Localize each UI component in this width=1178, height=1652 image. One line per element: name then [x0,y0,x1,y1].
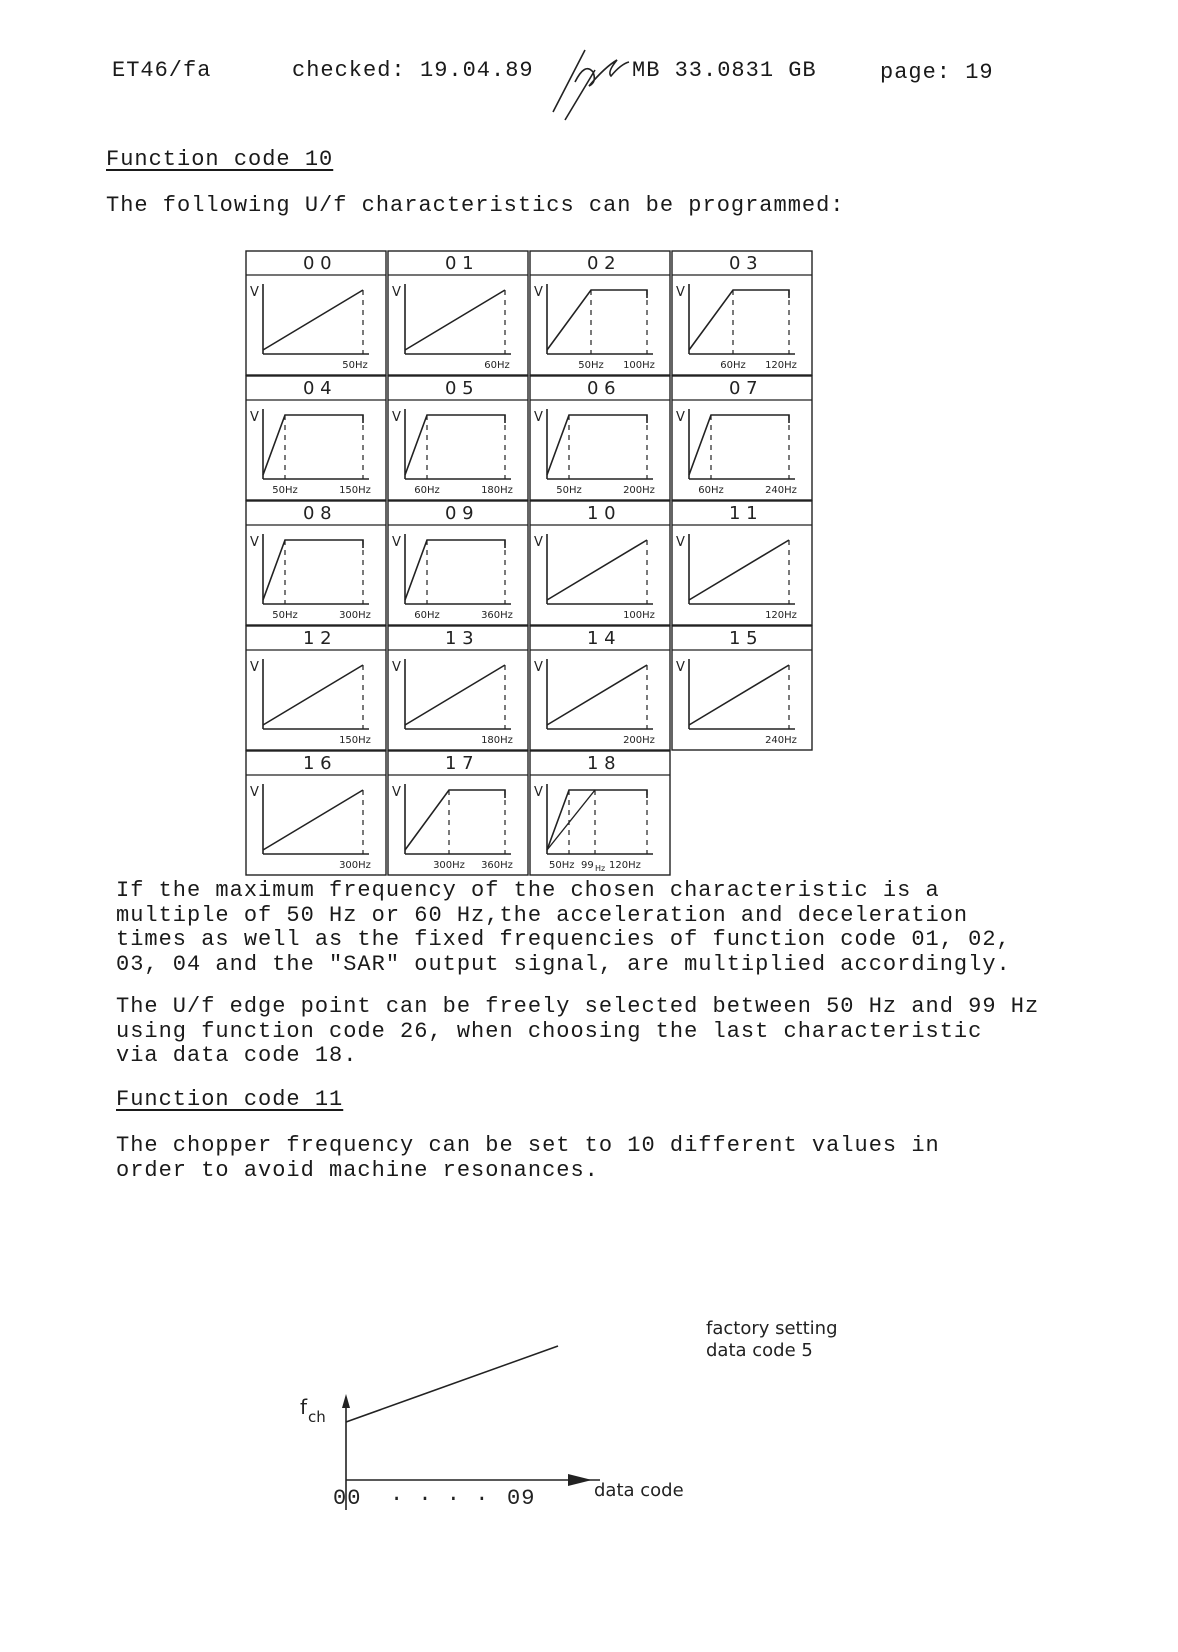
characteristic-curve [405,290,505,350]
v-axis-label: V [250,535,259,550]
characteristic-code: 1 3 [445,628,474,649]
edge-frequency-label: 60Hz [720,360,746,371]
fch-y-arrow-icon [342,1394,350,1408]
v-axis-label: V [534,535,543,550]
v-axis-label: V [392,660,401,675]
uf-characteristic-04 [245,375,395,505]
max-frequency-label: 360Hz [481,610,513,621]
uf-characteristic-11 [671,500,821,630]
characteristic-curve [405,790,505,850]
uf-characteristic-00 [245,250,395,380]
v-axis-label: V [392,785,401,800]
v-axis-label: V [676,410,685,425]
edge-frequency-label: 50Hz [549,860,575,871]
characteristic-curve [547,665,647,725]
v-axis-label: V [392,535,401,550]
variable-frequency-label: 99 [581,860,594,871]
v-axis-label: V [250,660,259,675]
edge-frequency-label: 60Hz [698,485,724,496]
characteristic-curve [689,665,789,725]
characteristic-code: 0 7 [729,378,758,399]
characteristic-curve [405,665,505,725]
header-checked-date: 19.04.89 [420,58,534,83]
max-frequency-label: 100Hz [623,360,655,371]
section-heading-fc10: Function code 10 [106,147,334,172]
v-axis-label: V [676,535,685,550]
characteristic-curve [689,415,789,475]
characteristic-code: 0 4 [303,378,332,399]
fch-note-line2: data code 5 [706,1340,813,1361]
v-axis-label: V [250,285,259,300]
edge-frequency-label: 300Hz [433,860,465,871]
max-frequency-label: 240Hz [765,735,797,746]
paragraph-multiplier: If the maximum frequency of the chosen characteristic is a multiple of 50 Hz or 60 Hz,the acceleration and deceleration times as well as the fixed frequencies of function code 01, 02, 03, 04 and the "SAR" output signal, are multiplied accordingly. [116,878,1011,977]
characteristic-curve-alt [547,790,595,850]
characteristic-curve [547,290,647,350]
max-frequency-label: 120Hz [609,860,641,871]
v-axis-label: V [250,785,259,800]
fch-x-end: 09 [507,1486,536,1511]
uf-characteristic-07 [671,375,821,505]
v-axis-label: V [676,660,685,675]
uf-characteristic-05 [387,375,537,505]
max-frequency-label: 300Hz [339,860,371,871]
characteristic-code: 1 1 [729,503,758,524]
paragraph-chopper: The chopper frequency can be set to 10 different values in order to avoid machine resonances. [116,1133,940,1183]
max-frequency-label: 100Hz [623,610,655,621]
characteristic-code: 0 2 [587,253,616,274]
v-axis-label: V [392,410,401,425]
signature-icon [545,42,635,122]
characteristic-curve [689,290,789,350]
edge-frequency-label: 50Hz [556,485,582,496]
characteristic-curve [263,665,363,725]
edge-frequency-label: 50Hz [272,485,298,496]
max-frequency-label: 120Hz [765,610,797,621]
characteristic-code: 1 5 [729,628,758,649]
edge-frequency-label: 50Hz [578,360,604,371]
v-axis-label: V [250,410,259,425]
uf-characteristic-16 [245,750,395,880]
uf-characteristic-03 [671,250,821,380]
fch-axis-label: f [300,1395,308,1419]
max-frequency-label: 60Hz [484,360,510,371]
characteristic-code: 0 8 [303,503,332,524]
fch-characteristic-line [346,1346,558,1422]
characteristic-curve [547,790,647,850]
fch-note-line1: factory setting [706,1318,838,1339]
characteristic-curve [405,415,505,475]
v-axis-label: V [676,285,685,300]
uf-characteristic-12 [245,625,395,755]
header-left: ET46/fa [112,58,212,83]
uf-characteristic-10 [529,500,679,630]
header-page: page: 19 [880,60,994,85]
edge-frequency-label: 60Hz [414,610,440,621]
uf-characteristic-15 [671,625,821,755]
variable-frequency-unit: Hz [595,864,606,873]
characteristic-curve [405,540,505,600]
max-frequency-label: 50Hz [342,360,368,371]
paragraph-edge-point: The U/f edge point can be freely selected between 50 Hz and 99 Hz using function code 26, when choosing the last characteristic via data code 18. [116,994,1040,1068]
characteristic-curve [547,540,647,600]
max-frequency-label: 120Hz [765,360,797,371]
max-frequency-label: 200Hz [623,735,655,746]
uf-characteristic-13 [387,625,537,755]
characteristic-curve [263,290,363,350]
characteristic-curve [263,540,363,600]
max-frequency-label: 300Hz [339,610,371,621]
characteristic-curve [263,415,363,475]
characteristic-curve [689,540,789,600]
v-axis-label: V [534,660,543,675]
characteristic-code: 1 7 [445,753,474,774]
v-axis-label: V [534,285,543,300]
characteristic-code: 0 0 [303,253,332,274]
fch-x-label: data code [594,1480,684,1501]
uf-characteristic-02 [529,250,679,380]
uf-characteristic-09 [387,500,537,630]
characteristic-code: 0 5 [445,378,474,399]
max-frequency-label: 180Hz [481,735,513,746]
characteristic-code: 0 6 [587,378,616,399]
uf-characteristic-17 [387,750,537,880]
edge-frequency-label: 50Hz [272,610,298,621]
characteristic-code: 1 4 [587,628,616,649]
uf-characteristic-01 [387,250,537,380]
chopper-frequency-diagram [300,1318,900,1560]
v-axis-label: V [534,785,543,800]
fch-x-arrow-icon [568,1474,592,1486]
uf-characteristic-08 [245,500,395,630]
header-checked-label: checked: [292,58,406,83]
characteristic-code: 0 1 [445,253,474,274]
max-frequency-label: 200Hz [623,485,655,496]
uf-characteristic-14 [529,625,679,755]
v-axis-label: V [534,410,543,425]
v-axis-label: V [392,285,401,300]
characteristic-curve [547,415,647,475]
characteristic-code: 1 0 [587,503,616,524]
uf-characteristic-06 [529,375,679,505]
characteristic-code: 0 9 [445,503,474,524]
edge-frequency-label: 60Hz [414,485,440,496]
header-doc-number: MB 33.0831 GB [632,58,817,83]
max-frequency-label: 180Hz [481,485,513,496]
max-frequency-label: 150Hz [339,735,371,746]
uf-characteristic-18 [529,750,679,880]
max-frequency-label: 150Hz [339,485,371,496]
characteristic-code: 1 2 [303,628,332,649]
fch-axis-sub: ch [308,1408,326,1426]
section-heading-fc11: Function code 11 [116,1087,344,1112]
characteristic-code: 1 6 [303,753,332,774]
max-frequency-label: 360Hz [481,860,513,871]
fch-x-start: 00 [333,1486,362,1511]
fch-x-dots: . . . . [390,1482,490,1507]
section-intro: The following U/f characteristics can be programmed: [106,193,845,218]
characteristic-code: 0 3 [729,253,758,274]
max-frequency-label: 240Hz [765,485,797,496]
characteristic-curve [263,790,363,850]
characteristic-code: 1 8 [587,753,616,774]
